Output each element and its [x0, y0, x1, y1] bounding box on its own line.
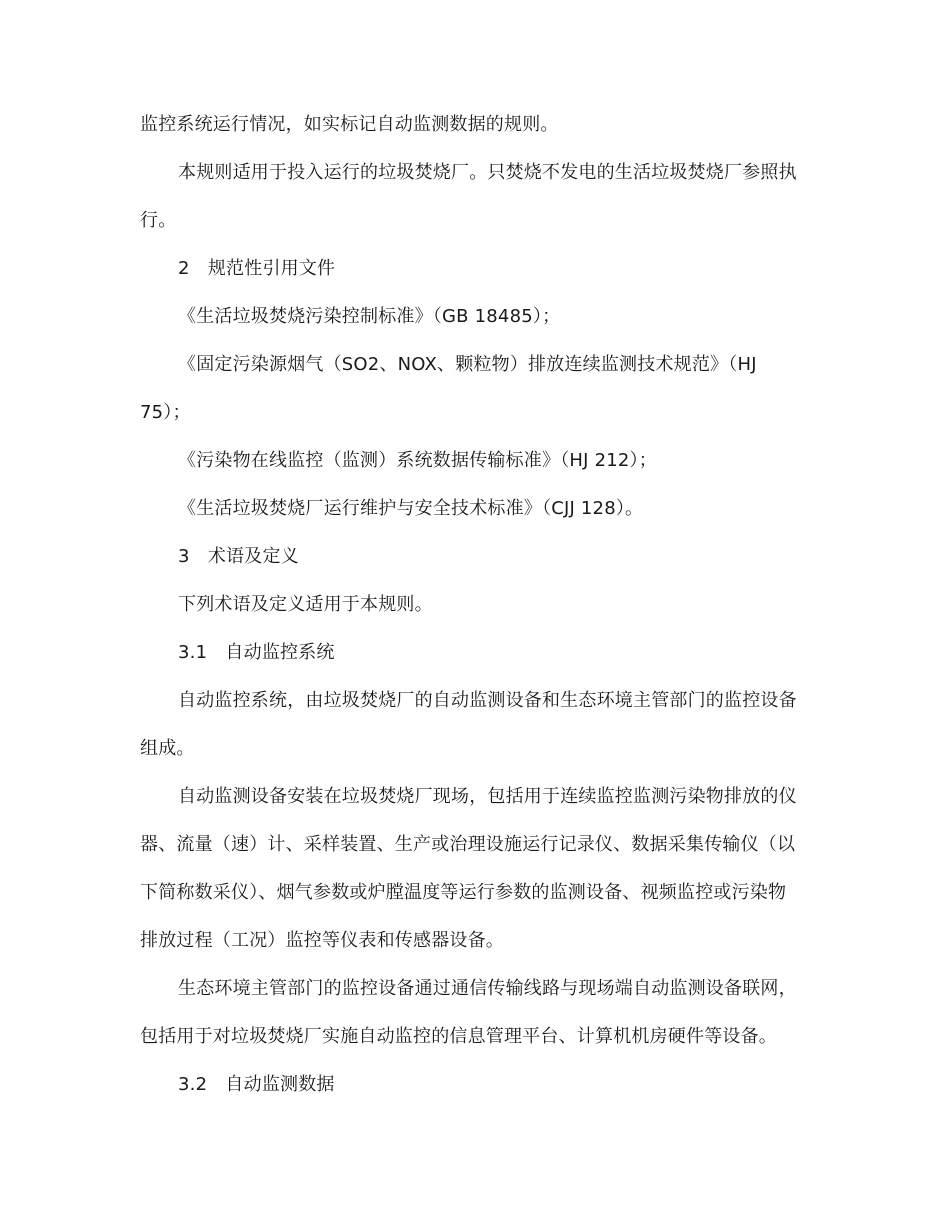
definition-paragraph-3-line-1: 生态环境主管部门的监控设备通过通信传输线路与现场端自动监测设备联网，	[178, 978, 797, 999]
definition-paragraph-2-line-2: 器、流量（速）计、采样装置、生产或治理设施运行记录仪、数据采集传输仪（以	[140, 834, 796, 855]
reference-item-hj75-line-2: 75）；	[140, 402, 191, 423]
paragraph-continuation-line: 监控系统运行情况，如实标记自动监测数据的规则。	[140, 114, 559, 135]
reference-item-gb18485: 《生活垃圾焚烧污染控制标准》（GB 18485）；	[178, 306, 561, 327]
subsection-heading-3-1: 3.1 自动监控系统	[178, 642, 335, 663]
scope-paragraph-line-1: 本规则适用于投入运行的垃圾焚烧厂。只焚烧不发电的生活垃圾焚烧厂参照执	[178, 162, 797, 183]
definition-paragraph-3-line-2: 包括用于对垃圾焚烧厂实施自动监控的信息管理平台、计算机机房硬件等设备。	[140, 1026, 777, 1047]
reference-item-hj212: 《污染物在线监控（监测）系统数据传输标准》（HJ 212）；	[178, 450, 657, 471]
definition-paragraph-1-line-1: 自动监控系统，由垃圾焚烧厂的自动监测设备和生态环境主管部门的监控设备	[178, 690, 797, 711]
scope-paragraph-line-2: 行。	[140, 210, 177, 231]
section-heading-normative-references: 2 规范性引用文件	[178, 258, 336, 279]
definition-paragraph-2-line-1: 自动监测设备安装在垃圾焚烧厂现场，包括用于连续监控监测污染物排放的仪	[178, 786, 797, 807]
terms-intro-paragraph: 下列术语及定义适用于本规则。	[178, 594, 433, 615]
definition-paragraph-1-line-2: 组成。	[140, 738, 195, 759]
reference-item-hj75-line-1: 《固定污染源烟气（SO2、NOX、颗粒物）排放连续监测技术规范》（HJ	[178, 354, 757, 375]
subsection-heading-3-2: 3.2 自动监测数据	[178, 1074, 335, 1095]
section-heading-terms-definitions: 3 术语及定义	[178, 546, 299, 567]
definition-paragraph-2-line-3: 下简称数采仪）、烟气参数或炉膛温度等运行参数的监测设备、视频监控或污染物	[140, 882, 787, 903]
reference-item-cjj128: 《生活垃圾焚烧厂运行维护与安全技术标准》（CJJ 128）。	[178, 498, 644, 519]
definition-paragraph-2-line-4: 排放过程（工况）监控等仪表和传感器设备。	[140, 930, 504, 951]
